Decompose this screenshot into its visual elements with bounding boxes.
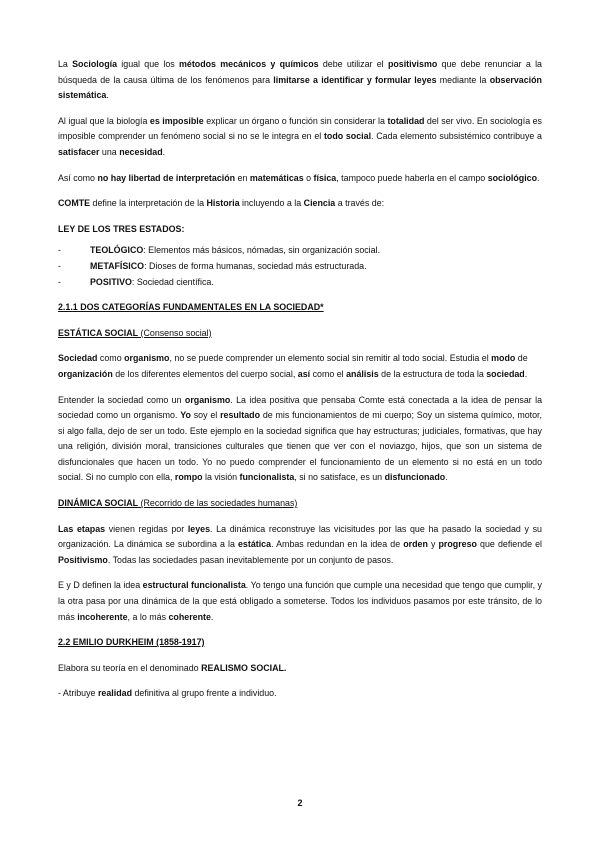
text: (Recorrido de las sociedades humanas) (138, 498, 298, 509)
text: mediante la (436, 74, 490, 85)
bold-text: TEOLÓGICO (90, 245, 144, 256)
text: que debe renunciar a la búsqueda de la causa última de los fenómenos para (58, 59, 542, 85)
text: a través de: (335, 198, 385, 209)
text: que defiende el (476, 539, 543, 550)
bold-text: es imposible (149, 115, 204, 126)
text: , no se puede comprender un elemento social sin remitir al todo social. Estudia el (169, 353, 492, 364)
text: . Ambas redundan en la idea de (271, 539, 404, 550)
bold-text: Sociología (72, 59, 118, 69)
bold-text: funcionalista (239, 472, 295, 483)
bold-text: organismo (124, 353, 170, 364)
bold-text: disfuncionado (384, 472, 446, 483)
text: de (515, 353, 528, 364)
subheading-estatica-social (58, 326, 542, 342)
text: : Sociedad científica. (131, 276, 214, 287)
three-states-list (58, 243, 542, 290)
list-dash: - (58, 245, 61, 256)
text: , tampoco puede haberla en el campo (336, 172, 488, 183)
bold-text: matemáticas (249, 172, 304, 183)
text: . Yo tengo una función que cumple una necesidad que tengo que cumplir, y la otra pasa por una dinámica de la que está obligado a someterse. Todos los individuos pasamos por este tránsito, de lo más (58, 580, 542, 622)
text: de los diferentes elementos del cuerpo social, (112, 368, 298, 379)
text: de mis funcionamientos de mi cuerpo; Soy un sistema químico, motor, si algo falla, dejo de ser un todo. Este ejemplo en la sociedad significa que hay estructuras; judiciales, formativas, que hay una religión, división moral, transiciones culturales que tienen que ver con el noviazgo, hijos, que son un sistema de disfuncionales que hacen un todo. Yo no puedo comprender el funcionamiento de un elemento si no está en un todo social. Si no cumplo con ella, (58, 410, 542, 483)
bold-text: COMTE (58, 198, 91, 209)
bold-text: sociedad (486, 368, 525, 379)
text: igual que los (117, 59, 179, 69)
text: explicar un órgano o función sin considerar la (203, 115, 388, 126)
text: del ser vivo. En sociología es imposible comprender un fenómeno social si no se le integra en el (58, 115, 542, 142)
text: en (235, 172, 250, 183)
text: y (427, 539, 439, 550)
paragraph-structural-functionalist (58, 578, 542, 625)
bold-text: realidad (97, 688, 133, 699)
bold-text: Positivismo (58, 554, 108, 565)
text: define la interpretación de la (90, 198, 207, 209)
text: la visión (202, 472, 240, 483)
bold-text: física (313, 172, 337, 183)
bold-text: organización (58, 368, 113, 379)
text: . (210, 611, 214, 622)
section-heading-2-1-1 (58, 300, 542, 316)
list-item (58, 259, 542, 275)
text: . La dinámica reconstruye las vicisitudes por las que ha pasado la sociedad y su organización. La dinámica se subordina a la (58, 523, 542, 550)
text: : Elementos más básicos, nómadas, sin organización social. (143, 245, 381, 256)
bold-text: estática (238, 539, 272, 550)
text: (Consenso social) (138, 327, 212, 338)
text: E y D definen la idea (58, 580, 143, 591)
bold-text: LEY DE LOS TRES ESTADOS: (58, 223, 185, 234)
section-heading-2-2 (58, 635, 542, 651)
text: . (162, 146, 166, 157)
bold-text: coherente (168, 611, 211, 622)
bold-text: Sociedad (58, 353, 98, 364)
paragraph-biology-analogy (58, 114, 542, 161)
list-item (58, 243, 542, 259)
bold-text: limitarse a identificar y formular leyes (273, 74, 437, 85)
text: Elabora su teoría en el denominado (58, 662, 202, 673)
text: . Todas las sociedades pasan inevitablemente por un conjunto de pasos. (107, 554, 394, 565)
bold-text: REALISMO SOCIAL. (201, 662, 287, 673)
bold-text: organismo (184, 394, 231, 405)
bold-text: POSITIVO (90, 276, 132, 287)
text: vienen regidas por (105, 523, 188, 534)
text: - Atribuye (58, 688, 98, 699)
list-dash: - (58, 260, 61, 271)
text: una (99, 146, 120, 157)
section-heading-text: 2.1.1 DOS CATEGORÍAS FUNDAMENTALES EN LA SOCIEDAD* (58, 302, 324, 313)
text: Al igual que la biología (58, 115, 150, 126)
bold-text: rompo (174, 472, 203, 483)
text: como el (310, 368, 347, 379)
bold-text: análisis (346, 368, 379, 379)
paragraph-sociology-positivism (58, 57, 542, 104)
text: de la estructura de toda la (378, 368, 487, 379)
text: , si no satisface, es un (294, 472, 385, 483)
text: definitiva al grupo frente a individuo. (132, 688, 277, 699)
paragraph-organism-explanation (58, 393, 542, 487)
bold-text: Las etapas (58, 523, 106, 534)
paragraph-durkheim-reality (58, 686, 542, 702)
text: . (445, 472, 448, 483)
text: . La idea positiva que pensaba Comte está conectada a la idea de pensar la sociedad como un organismo. (58, 394, 543, 421)
text: soy el (190, 410, 221, 421)
bold-text: DINÁMICA SOCIAL (58, 498, 139, 509)
text: incluyendo a la (239, 198, 304, 209)
paragraph-dynamics (58, 522, 542, 569)
page-number: 2 (297, 798, 303, 808)
bold-text: así (297, 368, 311, 379)
document-page (58, 57, 542, 702)
paragraph-durkheim-theory (58, 661, 542, 677)
text: . (524, 368, 528, 379)
section-heading-text: 2.2 EMILIO DURKHEIM (1858-1917) (58, 637, 205, 648)
text: o (303, 172, 314, 183)
text: Así como (58, 172, 98, 183)
text: . (106, 90, 109, 101)
bold-text: todo social (323, 131, 372, 142)
paragraph-comte (58, 196, 542, 212)
text: , a lo más (127, 611, 169, 622)
paragraph-interpretation (58, 171, 542, 187)
bold-text: modo (491, 353, 516, 364)
bold-text: necesidad (119, 146, 163, 157)
bold-text: Historia (206, 198, 240, 209)
bold-text: sociológico (487, 172, 538, 183)
bold-text: incoherente (77, 611, 128, 622)
bold-text: ESTÁTICA SOCIAL (58, 327, 139, 338)
bold-text: leyes (187, 523, 211, 534)
text: debe utilizar el (318, 59, 388, 69)
bold-text: no hay libertad de interpretación (97, 172, 236, 183)
bold-text: métodos mecánicos y químicos (179, 59, 319, 69)
bold-text: observación sistemática (58, 74, 542, 101)
text: . Cada elemento subsistémico contribuye a (371, 131, 542, 142)
bold-text: resultado (220, 410, 261, 421)
subheading-dinamica-social (58, 496, 542, 512)
bold-text: Yo (180, 410, 191, 421)
bold-text: METAFÍSICO (90, 260, 145, 271)
list-item (58, 275, 542, 291)
bold-text: estructural funcionalista (142, 580, 246, 591)
paragraph-society-organism (58, 351, 542, 382)
bold-text: orden (403, 539, 428, 550)
text: . (537, 172, 540, 183)
text: : Dioses de forma humanas, sociedad más estructurada. (144, 260, 367, 271)
heading-three-states (58, 222, 542, 238)
bold-text: progreso (438, 539, 477, 550)
bold-text: totalidad (387, 115, 425, 126)
list-dash: - (58, 276, 61, 287)
bold-text: satisfacer (58, 146, 100, 157)
text: Entender la sociedad como un (58, 394, 185, 405)
text: como (97, 353, 125, 364)
bold-text: Ciencia (303, 198, 336, 209)
bold-text: positivismo (387, 59, 438, 69)
text: La (58, 59, 73, 69)
